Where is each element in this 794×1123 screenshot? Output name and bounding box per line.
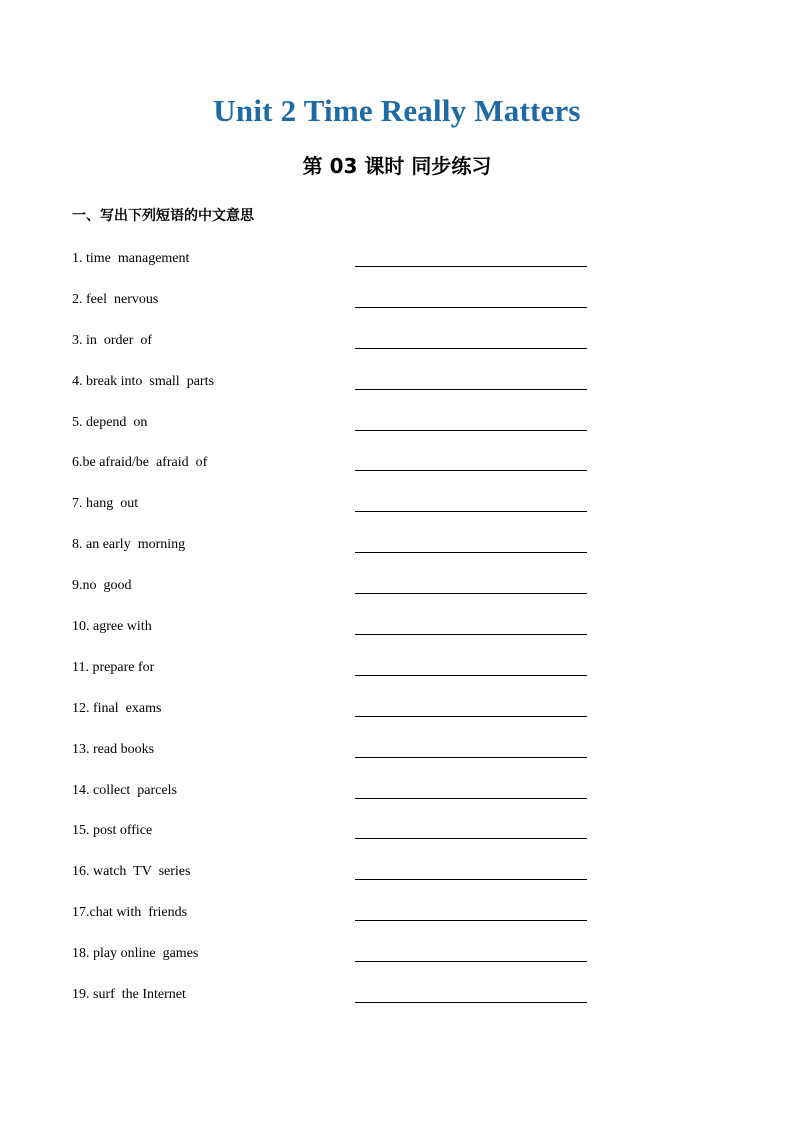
exercise-item [72,373,592,414]
exercise-item [72,577,592,618]
exercise-item [72,250,592,291]
exercise-item [72,495,592,536]
exercise-phrase: 9.no good [72,578,132,594]
exercise-phrase: 7. hang out [72,496,139,512]
exercise-item [72,904,592,945]
exercise-phrase: 12. final exams [72,700,162,716]
exercise-phrase: 15. post office [72,823,153,839]
answer-blank-line[interactable] [355,920,587,921]
answer-blank-line[interactable] [355,307,587,308]
exercise-phrase: 3. in order of [72,332,153,348]
exercise-phrase: 2. feel nervous [72,291,159,307]
answer-blank-line[interactable] [355,838,587,839]
exercise-phrase: 19. surf the Internet [72,987,186,1003]
answer-blank-line[interactable] [355,348,587,349]
answer-blank-line[interactable] [355,675,587,676]
exercise-phrase: 4. break into small parts [72,373,214,389]
answer-blank-line[interactable] [355,266,587,267]
section-heading: 一、写出下列短语的中文意思 [72,208,254,224]
exercise-item [72,332,592,373]
exercise-phrase: 18. play online games [72,946,199,962]
answer-blank-line[interactable] [355,552,587,553]
exercise-list [72,250,592,1027]
exercise-phrase: 13. read books [72,741,155,757]
exercise-phrase: 5. depend on [72,414,148,430]
exercise-phrase: 8. an early morning [72,537,186,553]
exercise-phrase: 6.be afraid/be afraid of [72,455,208,471]
answer-blank-line[interactable] [355,716,587,717]
exercise-phrase: 10. agree with [72,619,152,635]
exercise-phrase: 14. collect parcels [72,782,177,798]
exercise-phrase: 1. time management [72,251,190,266]
exercise-item [72,822,592,863]
answer-blank-line[interactable] [355,634,587,635]
exercise-item [72,536,592,577]
answer-blank-line[interactable] [355,593,587,594]
exercise-item [72,863,592,904]
exercise-item [72,618,592,659]
exercise-item [72,700,592,741]
exercise-phrase: 16. watch TV series [72,864,191,880]
exercise-phrase: 11. prepare for [72,659,155,675]
exercise-phrase: 17.chat with friends [72,905,188,921]
exercise-item [72,945,592,986]
answer-blank-line[interactable] [355,430,587,431]
answer-blank-line[interactable] [355,961,587,962]
answer-blank-line[interactable] [355,511,587,512]
answer-blank-line[interactable] [355,389,587,390]
answer-blank-line[interactable] [355,470,587,471]
answer-blank-line[interactable] [355,1002,587,1003]
exercise-item [72,291,592,332]
answer-blank-line[interactable] [355,879,587,880]
answer-blank-line[interactable] [355,798,587,799]
answer-blank-line[interactable] [355,757,587,758]
exercise-item [72,414,592,455]
exercise-item [72,782,592,823]
exercise-item [72,659,592,700]
exercise-item [72,741,592,782]
exercise-item [72,986,592,1027]
page-title: Unit 2 Time Really Matters [213,93,581,128]
lesson-subtitle: 第 03 课时 同步练习 [302,154,492,178]
exercise-item [72,454,592,495]
